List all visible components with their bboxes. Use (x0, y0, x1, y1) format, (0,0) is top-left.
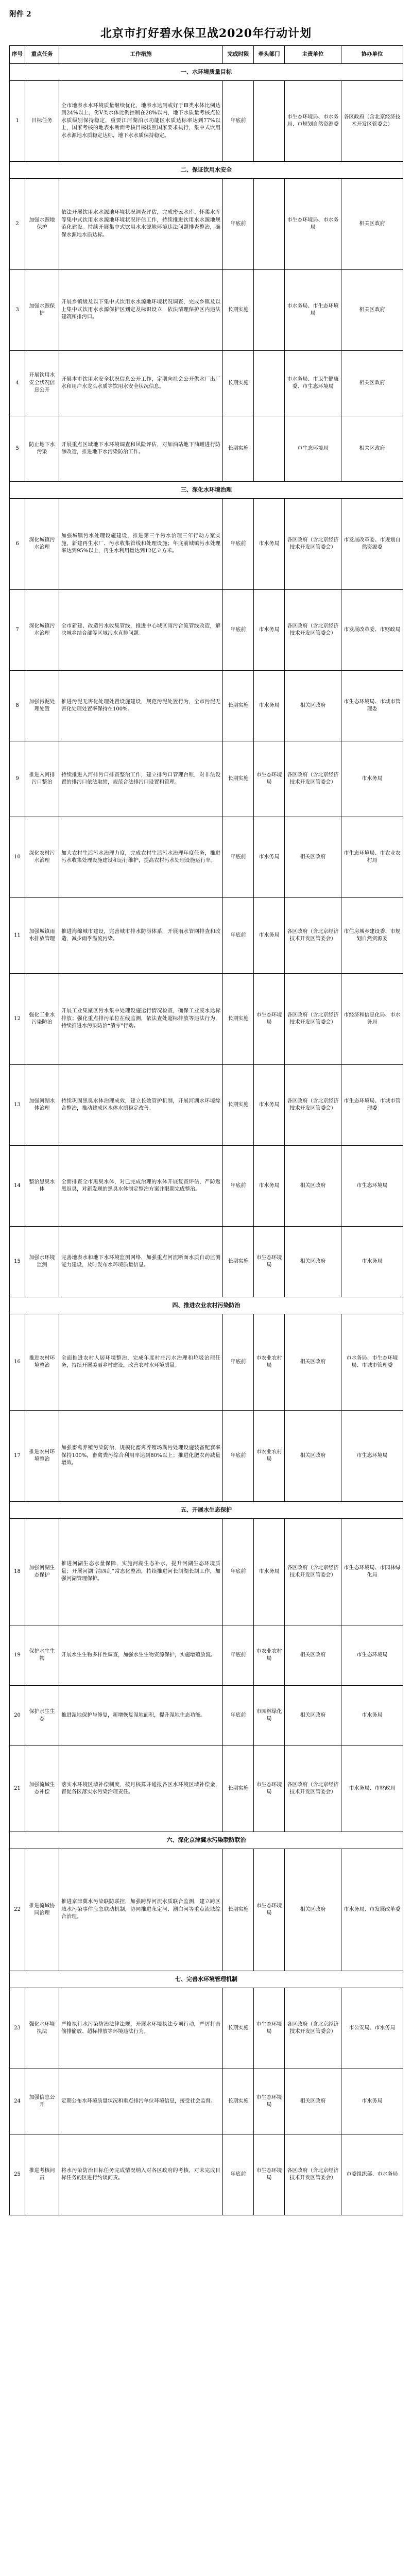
row-number: 21 (10, 1746, 25, 1832)
row-main-unit: 各区政府（含北京经济技术开发区管委会） (285, 1988, 341, 2069)
row-number: 24 (10, 2069, 25, 2134)
row-assist-unit: 市发展改革委、市财政局 (341, 590, 403, 671)
row-assist-unit: 相关区政府 (341, 351, 403, 416)
row-deadline: 年底前 (223, 2134, 254, 2215)
row-task: 加强水源保护 (25, 270, 59, 351)
row-deadline: 年底前 (223, 81, 254, 162)
table-header-row (10, 46, 403, 64)
row-assist-unit: 市生态环境局、市园林绿化局 (341, 1519, 403, 1625)
row-assist-unit: 市经济和信息化局、市水务局 (341, 974, 403, 1065)
table-row (10, 1146, 403, 1227)
row-measures: 推进京津冀水污染联防联控，加强跨界河流水质联合监测，建立跨区域水污染事件应急联动机制，协同推进永定河、潮白河等重点流域综合治理。 (59, 1849, 223, 1971)
row-lead-dept (254, 351, 285, 416)
row-lead-dept: 市生态环境局 (254, 741, 285, 817)
row-deadline: 长期实施 (223, 1227, 254, 1297)
row-lead-dept: 市生态环境局 (254, 2069, 285, 2134)
table-row (10, 2069, 403, 2134)
row-main-unit: 相关区政府 (285, 1227, 341, 1297)
row-lead-dept: 市生态环境局 (254, 1849, 285, 1971)
row-task: 防止地下水污染 (25, 416, 59, 482)
table-row (10, 351, 403, 416)
row-main-unit: 各区政府（含北京经济技术开发区管委会） (285, 1746, 341, 1832)
row-deadline: 长期实施 (223, 416, 254, 482)
table-row (10, 2134, 403, 2215)
row-number: 11 (10, 898, 25, 974)
row-lead-dept (254, 270, 285, 351)
row-measures: 全面排查全市黑臭水体，对已完成治理的水体开展复查评估，严防返黑返臭，对新发现的黑臭水体制定整治方案并限期完成整治。 (59, 1146, 223, 1227)
row-task: 推进考核问责 (25, 2134, 59, 2215)
row-deadline: 长期实施 (223, 1849, 254, 1971)
row-assist-unit: 市水务局 (341, 741, 403, 817)
table-row (10, 817, 403, 898)
row-number: 6 (10, 499, 25, 590)
row-task: 加强水源地保护 (25, 179, 59, 270)
table-row (10, 1065, 403, 1146)
row-task: 加强污泥处理处置 (25, 671, 59, 741)
row-assist-unit: 市生态环境局、市城市管理委 (341, 671, 403, 741)
col-header-assist-unit: 协办单位 (341, 46, 403, 64)
row-deadline: 长期实施 (223, 974, 254, 1065)
table-row (10, 590, 403, 671)
row-deadline: 年底前 (223, 1411, 254, 1502)
section-row (10, 1971, 403, 1988)
row-assist-unit: 市生态环境局 (341, 1625, 403, 1686)
row-lead-dept (254, 81, 285, 162)
row-lead-dept: 市水务局 (254, 499, 285, 590)
table-row (10, 1746, 403, 1832)
document-title: 北京市打好碧水保卫战2020年行动计划 (100, 27, 312, 40)
attachment-label: 附件 2 (9, 10, 31, 19)
row-measures: 推进海绵城市建设，完善城市排水防涝体系，开展雨水管网排查和改造，减少雨季溢流污染。 (59, 898, 223, 974)
row-main-unit: 相关区政府 (285, 1849, 341, 1971)
row-measures: 加强城镇污水处理设施建设，推进第三个污水治理三年行动方案实施，新建再生水厂、污水收集管线和处理设施；年底前城镇污水处理率达到95%以上，再生水利用量达到12亿立方米。 (59, 499, 223, 590)
row-number: 8 (10, 671, 25, 741)
row-deadline: 年底前 (223, 1314, 254, 1411)
row-deadline: 长期实施 (223, 1746, 254, 1832)
table-row (10, 416, 403, 482)
table-row (10, 1519, 403, 1625)
row-measures: 依法开展饮用水水源地环境状况调查评估，完成密云水库、怀柔水库等集中式饮用水水源地环境状况评估工作，持续推进饮用水水源地规范化建设。持续开展集中式饮用水水源地环境违法问题排查整治，确保水源地水质达标。 (59, 179, 223, 270)
col-header-task: 重点任务 (25, 46, 59, 64)
row-task: 深化农村污水治理 (25, 817, 59, 898)
row-lead-dept: 市生态环境局 (254, 1227, 285, 1297)
section-row (10, 162, 403, 179)
row-measures: 推进污泥无害化处理处置设施建设，规范污泥处置行为，全市污泥无害化处理处置率保持在100%。 (59, 671, 223, 741)
row-measures: 定期公布水环境质量状况和重点排污单位环境信息，接受社会监督。 (59, 2069, 223, 2134)
row-lead-dept: 市水务局 (254, 590, 285, 671)
table-row (10, 179, 403, 270)
section-title: 一、水环境质量目标 (10, 64, 403, 81)
section-title: 七、完善水环境管理机制 (10, 1971, 403, 1988)
row-main-unit: 各区政府（含北京经济技术开发区管委会） (285, 1519, 341, 1625)
row-number: 13 (10, 1065, 25, 1146)
row-main-unit: 相关区政府 (285, 1314, 341, 1411)
row-task: 目标任务 (25, 81, 59, 162)
row-assist-unit: 各区政府（含北京经济技术开发区管委会） (341, 81, 403, 162)
row-lead-dept: 市园林绿化局 (254, 1686, 285, 1746)
section-title: 六、深化京津冀水污染联防联治 (10, 1832, 403, 1849)
row-lead-dept: 市水务局 (254, 898, 285, 974)
row-main-unit: 相关区政府 (285, 1411, 341, 1502)
section-row (10, 64, 403, 81)
table-row (10, 974, 403, 1065)
row-main-unit: 各区政府（含北京经济技术开发区管委会） (285, 499, 341, 590)
row-assist-unit: 市生态环境局、市城市管理委 (341, 1065, 403, 1146)
row-main-unit: 各区政府（含北京经济技术开发区管委会） (285, 1065, 341, 1146)
row-measures: 全市地表水水环境质量继续优化，地表水达到或好于Ⅲ类水体比例达到24%以上，劣Ⅴ类水体比例控制在28%以内，地下水质量考核点位水质级别保持稳定，重要江河湖泊水功能区水质达标率达到77%以上，国家考核的地表水断面考核目标按照国家要求执行，集中式饮用水水源地水质稳定达标，地下水水质保持稳定。 (59, 81, 223, 162)
row-task: 保护水生生物 (25, 1625, 59, 1686)
row-lead-dept: 市生态环境局 (254, 2134, 285, 2215)
row-task: 开展饮用水安全状况信息公开 (25, 351, 59, 416)
row-measures: 落实水环境区域补偿制度，按月核算并通报各区水环境区域补偿金，督促各区落实水污染治理责任。 (59, 1746, 223, 1832)
row-main-unit: 相关区政府 (285, 2069, 341, 2134)
row-task: 加强城镇雨水排放管理 (25, 898, 59, 974)
table-row (10, 1988, 403, 2069)
table-row (10, 1625, 403, 1686)
row-deadline: 长期实施 (223, 1988, 254, 2069)
row-assist-unit: 相关区政府 (341, 416, 403, 482)
col-header-deadline: 完成时限 (223, 46, 254, 64)
row-number: 12 (10, 974, 25, 1065)
row-measures: 持续巩固黑臭水体治理成效，建立长效管护机制，开展河湖水环境综合整治，推动建成区水体水质稳定改善。 (59, 1065, 223, 1146)
row-task: 加强流域生态补偿 (25, 1746, 59, 1832)
row-task: 推进农村环境整治 (25, 1411, 59, 1502)
row-number: 2 (10, 179, 25, 270)
row-assist-unit: 市生态环境局、市农业农村局 (341, 817, 403, 898)
table-row (10, 1227, 403, 1297)
row-number: 22 (10, 1849, 25, 1971)
row-main-unit: 市生态环境局、市水务局、市规划自然资源委 (285, 81, 341, 162)
row-task: 加强河湖生态保护 (25, 1519, 59, 1625)
row-lead-dept: 市生态环境局 (254, 974, 285, 1065)
row-deadline: 年底前 (223, 1519, 254, 1625)
table-row (10, 1849, 403, 1971)
row-number: 4 (10, 351, 25, 416)
row-task: 整治黑臭水体 (25, 1146, 59, 1227)
row-measures: 严格执行水污染防治法律法规，开展水环境执法专项行动，严厉打击偷排偷放、超标排放等环境违法行为。 (59, 1988, 223, 2069)
row-task: 深化城镇污水治理 (25, 499, 59, 590)
row-deadline: 年底前 (223, 1686, 254, 1746)
row-main-unit: 相关区政府 (285, 1146, 341, 1227)
row-assist-unit: 相关区政府 (341, 179, 403, 270)
row-main-unit: 各区政府（含北京经济技术开发区管委会） (285, 741, 341, 817)
row-task: 保护水生生态 (25, 1686, 59, 1746)
row-task: 推进流域协同治理 (25, 1849, 59, 1971)
row-assist-unit: 市住房城乡建设委、市规划自然资源委 (341, 898, 403, 974)
action-plan-table (9, 45, 403, 2215)
row-deadline: 年底前 (223, 590, 254, 671)
row-main-unit: 相关区政府 (285, 1686, 341, 1746)
col-header-number: 序号 (10, 46, 25, 64)
section-title: 二、保证饮用水安全 (10, 162, 403, 179)
row-assist-unit: 相关区政府 (341, 270, 403, 351)
row-number: 15 (10, 1227, 25, 1297)
row-task: 加强水环境监测 (25, 1227, 59, 1297)
row-lead-dept: 市农业农村局 (254, 1411, 285, 1502)
row-main-unit: 市水务局、市生态环境局 (285, 270, 341, 351)
row-deadline: 年底前 (223, 1625, 254, 1686)
row-deadline: 长期实施 (223, 741, 254, 817)
row-main-unit: 市生态环境局、市水务局 (285, 179, 341, 270)
row-number: 23 (10, 1988, 25, 2069)
row-main-unit: 各区政府（含北京经济技术开发区管委会） (285, 2134, 341, 2215)
row-lead-dept: 市水务局 (254, 1065, 285, 1146)
row-assist-unit: 市水务局、市生态环境局、市城市管理委 (341, 1314, 403, 1411)
section-row (10, 1297, 403, 1314)
row-task: 推进入河排污口整治 (25, 741, 59, 817)
row-task: 推进农村环境整治 (25, 1314, 59, 1411)
row-measures: 开展工业集聚区污水集中处理设施运行情况检查，确保工业废水达标排放；强化重点排污单位在线监测，依法查处超标排放等违法行为，持续推进水污染防治“清零”行动。 (59, 974, 223, 1065)
section-title: 五、开展水生态保护 (10, 1502, 403, 1519)
section-title: 四、推进农业农村污染防治 (10, 1297, 403, 1314)
table-row (10, 81, 403, 162)
row-number: 18 (10, 1519, 25, 1625)
row-deadline: 长期实施 (223, 1065, 254, 1146)
row-lead-dept: 市水务局 (254, 1519, 285, 1625)
row-number: 25 (10, 2134, 25, 2215)
table-row (10, 671, 403, 741)
row-lead-dept: 市农业农村局 (254, 1314, 285, 1411)
row-measures: 持续推进入河排污口排查整治工作，建立排污口管理台账，对非法设置的排污口依法取缔，规范合法排污口设置和管理。 (59, 741, 223, 817)
row-task: 强化水环境执法 (25, 1988, 59, 2069)
row-lead-dept: 市水务局 (254, 1146, 285, 1227)
row-deadline: 年底前 (223, 898, 254, 974)
col-header-measures: 工作措施 (59, 46, 223, 64)
row-deadline: 长期实施 (223, 671, 254, 741)
row-number: 19 (10, 1625, 25, 1686)
row-deadline: 年底前 (223, 499, 254, 590)
row-assist-unit: 市生态环境局 (341, 1411, 403, 1502)
row-main-unit: 各区政府（含北京经济技术开发区管委会） (285, 590, 341, 671)
row-number: 20 (10, 1686, 25, 1746)
row-lead-dept: 市水务局 (254, 817, 285, 898)
table-row (10, 1686, 403, 1746)
row-measures: 开展乡镇级及以下集中式饮用水水源地环境状况调查，完成乡镇及以上集中式饮用水水源保护区划定及标识设立，依法清理保护区内违法建筑和排污口。 (59, 270, 223, 351)
row-assist-unit: 市水务局、市财政局 (341, 1746, 403, 1832)
section-title: 三、深化水环境治理 (10, 482, 403, 499)
row-measures: 推进河湖生态水量保障，实施河湖生态补水，提升河湖生态环境质量；开展河湖“清四乱”常态化整治，持续推进河长制湖长制工作，加强河湖管理保护。 (59, 1519, 223, 1625)
row-task: 深化城镇污水治理 (25, 590, 59, 671)
row-deadline: 长期实施 (223, 351, 254, 416)
row-measures: 开展水生生物多样性调查，加强水生生物资源保护，实施增殖放流。 (59, 1625, 223, 1686)
row-lead-dept: 市水务局 (254, 671, 285, 741)
row-deadline: 年底前 (223, 1146, 254, 1227)
row-lead-dept (254, 416, 285, 482)
row-measures: 完善地表水和地下水环境监测网络，加强重点河流断面水质自动监测能力建设，及时发布水环境质量信息。 (59, 1227, 223, 1297)
col-header-main-unit: 主责单位 (285, 46, 341, 64)
row-measures: 将水污染防治目标任务完成情况纳入对各区政府的考核，对未完成目标任务的区进行约谈问责。 (59, 2134, 223, 2215)
row-assist-unit: 市水务局 (341, 1227, 403, 1297)
row-main-unit: 各区政府（含北京经济技术开发区管委会） (285, 974, 341, 1065)
col-header-lead-dept: 牵头部门 (254, 46, 285, 64)
table-row (10, 1314, 403, 1411)
table-row (10, 741, 403, 817)
row-number: 5 (10, 416, 25, 482)
table-row (10, 1411, 403, 1502)
row-task: 加强河湖水体治理 (25, 1065, 59, 1146)
row-assist-unit: 市生态环境局 (341, 1146, 403, 1227)
row-lead-dept: 市生态环境局 (254, 1746, 285, 1832)
table-row (10, 499, 403, 590)
row-measures: 开展重点区域地下水环境调查和风险评估，对加油站地下油罐进行防渗改造，推进地下水污染防治工作。 (59, 416, 223, 482)
row-main-unit: 各区政府（含北京经济技术开发区管委会） (285, 898, 341, 974)
row-assist-unit: 市委组织部、市水务局 (341, 2134, 403, 2215)
row-measures: 加大农村生活污水治理力度，完成农村生活污水治理年度任务，推进污水收集处理设施建设和运行维护，提高农村污水处理设施运行率。 (59, 817, 223, 898)
row-number: 14 (10, 1146, 25, 1227)
table-body (10, 64, 403, 2215)
row-main-unit: 市水务局、市卫生健康委、市生态环境局 (285, 351, 341, 416)
table-row (10, 898, 403, 974)
row-number: 9 (10, 741, 25, 817)
row-measures: 推进湿地保护与修复，新增恢复湿地面积，提升湿地生态功能。 (59, 1686, 223, 1746)
row-assist-unit: 市公安局、市水务局 (341, 1988, 403, 2069)
row-measures: 加强畜禽养殖污染防治，规模化畜禽养殖场粪污处理设施装备配套率保持100%，畜禽粪污综合利用率达到80%以上；推进化肥农药减量增效。 (59, 1411, 223, 1502)
row-assist-unit: 市发展改革委、市规划自然资源委 (341, 499, 403, 590)
row-assist-unit: 市水务局 (341, 2069, 403, 2134)
row-measures: 全面推进农村人居环境整治，完成年度村庄污水治理和垃圾治理任务，持续开展美丽乡村建设，改善农村水环境质量。 (59, 1314, 223, 1411)
table-row (10, 270, 403, 351)
row-number: 3 (10, 270, 25, 351)
row-measures: 全市新建、改造污水收集管线，推进中心城区雨污合流管线改造，解决城乡结合部等区域污水直排问题。 (59, 590, 223, 671)
row-number: 17 (10, 1411, 25, 1502)
row-main-unit: 相关区政府 (285, 1625, 341, 1686)
row-main-unit: 相关区政府 (285, 671, 341, 741)
row-number: 16 (10, 1314, 25, 1411)
row-deadline: 长期实施 (223, 270, 254, 351)
row-number: 10 (10, 817, 25, 898)
row-deadline: 长期实施 (223, 2069, 254, 2134)
row-assist-unit: 市水务局 (341, 1686, 403, 1746)
row-assist-unit: 市水务局、市发展改革委 (341, 1849, 403, 1971)
row-number: 1 (10, 81, 25, 162)
row-lead-dept (254, 179, 285, 270)
row-measures: 开展本市饮用水安全状况信息公开工作，定期向社会公开供水厂出厂水和用户水龙头水质等饮用水安全状况信息。 (59, 351, 223, 416)
section-row (10, 1832, 403, 1849)
row-main-unit: 相关区政府 (285, 817, 341, 898)
row-task: 加强信息公开 (25, 2069, 59, 2134)
row-deadline: 年底前 (223, 817, 254, 898)
row-lead-dept: 市生态环境局 (254, 1988, 285, 2069)
row-main-unit: 市生态环境局 (285, 416, 341, 482)
section-row (10, 1502, 403, 1519)
row-lead-dept: 市农业农村局 (254, 1625, 285, 1686)
row-task: 强化工业水污染防治 (25, 974, 59, 1065)
row-number: 7 (10, 590, 25, 671)
section-row (10, 482, 403, 499)
row-deadline: 年底前 (223, 179, 254, 270)
